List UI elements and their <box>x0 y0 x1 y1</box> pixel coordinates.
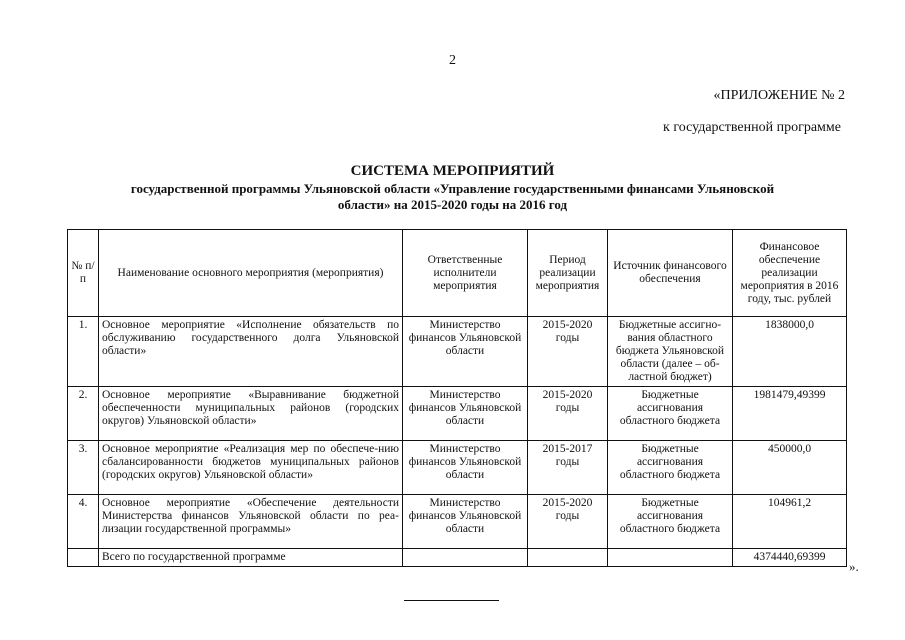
row-amount: 104961,2 <box>733 495 847 549</box>
row-executors: Министерство финансов Ульяновской области <box>403 317 528 387</box>
table-row <box>68 387 847 441</box>
row-name: Основное мероприятие «Реализация мер по обеспече-нию сбалансированности бюджетов муниципальных районов (городских округов) Ульяновской области» <box>99 441 403 495</box>
table-total-row <box>68 549 847 567</box>
table-row <box>68 441 847 495</box>
row-executors: Министерство финансов Ульяновской области <box>403 495 528 549</box>
row-period: 2015-2020 годы <box>528 495 608 549</box>
total-executors-cell <box>403 549 528 567</box>
total-source-cell <box>608 549 733 567</box>
row-num: 4. <box>68 495 99 549</box>
total-label: Всего по государственной программе <box>99 549 403 567</box>
document-subtitle: государственной программы Ульяновской области «Управление государственными финансами Ульяновской области» на 2015-2020 годы на 2016 год <box>130 181 775 212</box>
row-executors: Министерство финансов Ульяновской области <box>403 441 528 495</box>
header-source: Источник финансового обеспечения <box>608 230 733 317</box>
header-amount: Финансовое обеспечение реализации мероприятия в 2016 году, тыс. рублей <box>733 230 847 317</box>
table-header-row <box>68 230 847 317</box>
row-name: Основное мероприятие «Исполнение обязательств по обслуживанию государственного долга Ульяновской области» <box>99 317 403 387</box>
total-amount: 4374440,69399 <box>733 549 847 567</box>
row-name: Основное мероприятие «Обеспечение деятельности Министерства финансов Ульяновской области по реа-лизации государственной программы» <box>99 495 403 549</box>
row-num: 1. <box>68 317 99 387</box>
events-table <box>67 229 847 567</box>
row-num: 3. <box>68 441 99 495</box>
document-title: СИСТЕМА МЕРОПРИЯТИЙ <box>350 163 555 179</box>
closing-quote-mark: ». <box>849 559 859 574</box>
row-executors: Министерство финансов Ульяновской области <box>403 387 528 441</box>
row-period: 2015-2020 годы <box>528 317 608 387</box>
appendix-title: «ПРИЛОЖЕНИЕ № 2 <box>713 88 845 103</box>
row-amount: 1981479,49399 <box>733 387 847 441</box>
table-row <box>68 317 847 387</box>
row-source: Бюджетные ассигнования областного бюджета <box>608 495 733 549</box>
table-row <box>68 495 847 549</box>
row-amount: 450000,0 <box>733 441 847 495</box>
header-executors: Ответственные исполнители мероприятия <box>403 230 528 317</box>
header-num: № п/п <box>68 230 99 317</box>
header-period: Период реализации мероприятия <box>528 230 608 317</box>
row-source: Бюджетные ассигнования областного бюджета <box>608 387 733 441</box>
appendix-subtitle: к государственной программе <box>663 120 841 135</box>
row-source: Бюджетные ассигно-вания областного бюджета Ульяновской области (далее – об-ластной бюджет) <box>608 317 733 387</box>
header-name: Наименование основного мероприятия (мероприятия) <box>99 230 403 317</box>
row-period: 2015-2017 годы <box>528 441 608 495</box>
page-number: 2 <box>449 53 456 68</box>
total-num-cell <box>68 549 99 567</box>
footer-divider <box>404 600 499 601</box>
row-amount: 1838000,0 <box>733 317 847 387</box>
row-num: 2. <box>68 387 99 441</box>
row-source: Бюджетные ассигнования областного бюджета <box>608 441 733 495</box>
row-period: 2015-2020 годы <box>528 387 608 441</box>
total-period-cell <box>528 549 608 567</box>
row-name: Основное мероприятие «Выравнивание бюджетной обеспеченности муниципальных районов (городских округов) Ульяновской области» <box>99 387 403 441</box>
